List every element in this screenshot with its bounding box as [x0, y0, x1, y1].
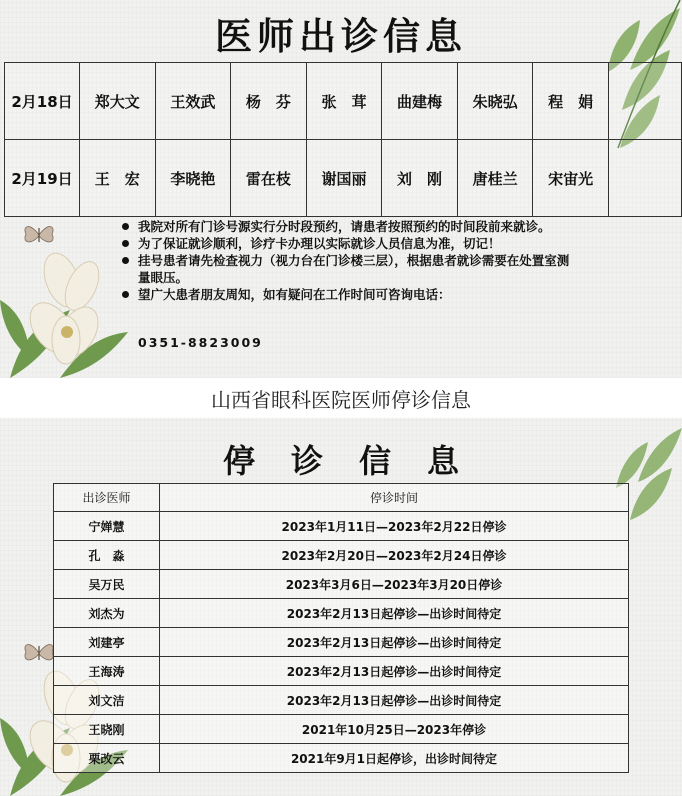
suspension-period: 2023年2月13日起停诊—出诊时间待定: [160, 599, 629, 628]
notice-item: 挂号患者请先检查视力（视力台在门诊楼三层），根据患者就诊需要在处置室测量眼压。: [120, 252, 570, 286]
suspension-period: 2023年2月13日起停诊—出诊时间待定: [160, 628, 629, 657]
schedule-date: 2月19日: [5, 140, 80, 217]
schedule-date: 2月18日: [5, 63, 80, 140]
doctor-name: 雷在枝: [231, 140, 307, 217]
doctor-name: 宁婵慧: [54, 512, 160, 541]
doctor-name: 刘 刚: [382, 140, 458, 217]
table-header-row: [54, 484, 629, 512]
doctor-name: 吴万民: [54, 570, 160, 599]
table-row: [5, 63, 682, 140]
doctor-name: 孔 淼: [54, 541, 160, 570]
doctor-name: 栗改云: [54, 744, 160, 773]
table-row: [54, 657, 629, 686]
doctor-name: 刘文洁: [54, 686, 160, 715]
doctor-name: 郑大文: [80, 63, 156, 140]
table-row: [54, 512, 629, 541]
suspension-period: 2023年1月11日—2023年2月22日停诊: [160, 512, 629, 541]
notice-item: 为了保证就诊顺利，诊疗卡办理以实际就诊人员信息为准，切记！: [120, 235, 570, 252]
suspension-period: 2021年10月25日—2023年停诊: [160, 715, 629, 744]
doctor-schedule-panel: [0, 0, 682, 378]
doctor-name: 宋宙光: [533, 140, 609, 217]
column-header: 出诊医师: [54, 484, 160, 512]
table-row: [54, 686, 629, 715]
suspension-period: 2023年3月6日—2023年3月20日停诊: [160, 570, 629, 599]
doctor-name: 谢国丽: [306, 140, 382, 217]
doctor-name: [609, 63, 682, 140]
doctor-name: 朱晓弘: [457, 63, 533, 140]
suspension-period: 2023年2月20日—2023年2月24日停诊: [160, 541, 629, 570]
doctor-name: 刘杰为: [54, 599, 160, 628]
suspension-table: [53, 483, 629, 773]
magnolia-flower-icon: [0, 240, 130, 378]
doctor-name: 刘建亭: [54, 628, 160, 657]
notice-item: 望广大患者朋友周知，如有疑问在工作时间可咨询电话：: [120, 286, 570, 303]
notice-list: [120, 218, 570, 303]
section-title: 停诊信息: [222, 442, 495, 480]
table-row: [54, 599, 629, 628]
table-row: [54, 744, 629, 773]
column-header: 停诊时间: [160, 484, 629, 512]
table-row: [54, 541, 629, 570]
doctor-name: 杨 芬: [231, 63, 307, 140]
doctor-name: 李晓艳: [155, 140, 231, 217]
table-row: [54, 715, 629, 744]
suspension-period: 2023年2月13日起停诊—出诊时间待定: [160, 686, 629, 715]
doctor-name: 张 茸: [306, 63, 382, 140]
doctor-name: 王海涛: [54, 657, 160, 686]
table-row: [54, 570, 629, 599]
notice-item: 我院对所有门诊号源实行分时段预约，请患者按照预约的时间段前来就诊。: [120, 218, 570, 235]
table-row: [5, 140, 682, 217]
doctor-name: 曲建梅: [382, 63, 458, 140]
contact-phone: 0351-8823009: [138, 335, 263, 350]
schedule-table: [4, 62, 682, 217]
table-row: [54, 628, 629, 657]
page-title: 医师出诊信息: [215, 15, 467, 58]
doctor-name: 王效武: [155, 63, 231, 140]
doctor-name: [609, 140, 682, 217]
doctor-name: 王晓刚: [54, 715, 160, 744]
doctor-name: 程 娟: [533, 63, 609, 140]
suspension-period: 2021年9月1日起停诊，出诊时间待定: [160, 744, 629, 773]
section-caption: 山西省眼科医院医师停诊信息: [211, 388, 471, 412]
doctor-name: 唐桂兰: [457, 140, 533, 217]
suspension-period: 2023年2月13日起停诊—出诊时间待定: [160, 657, 629, 686]
doctor-name: 王 宏: [80, 140, 156, 217]
